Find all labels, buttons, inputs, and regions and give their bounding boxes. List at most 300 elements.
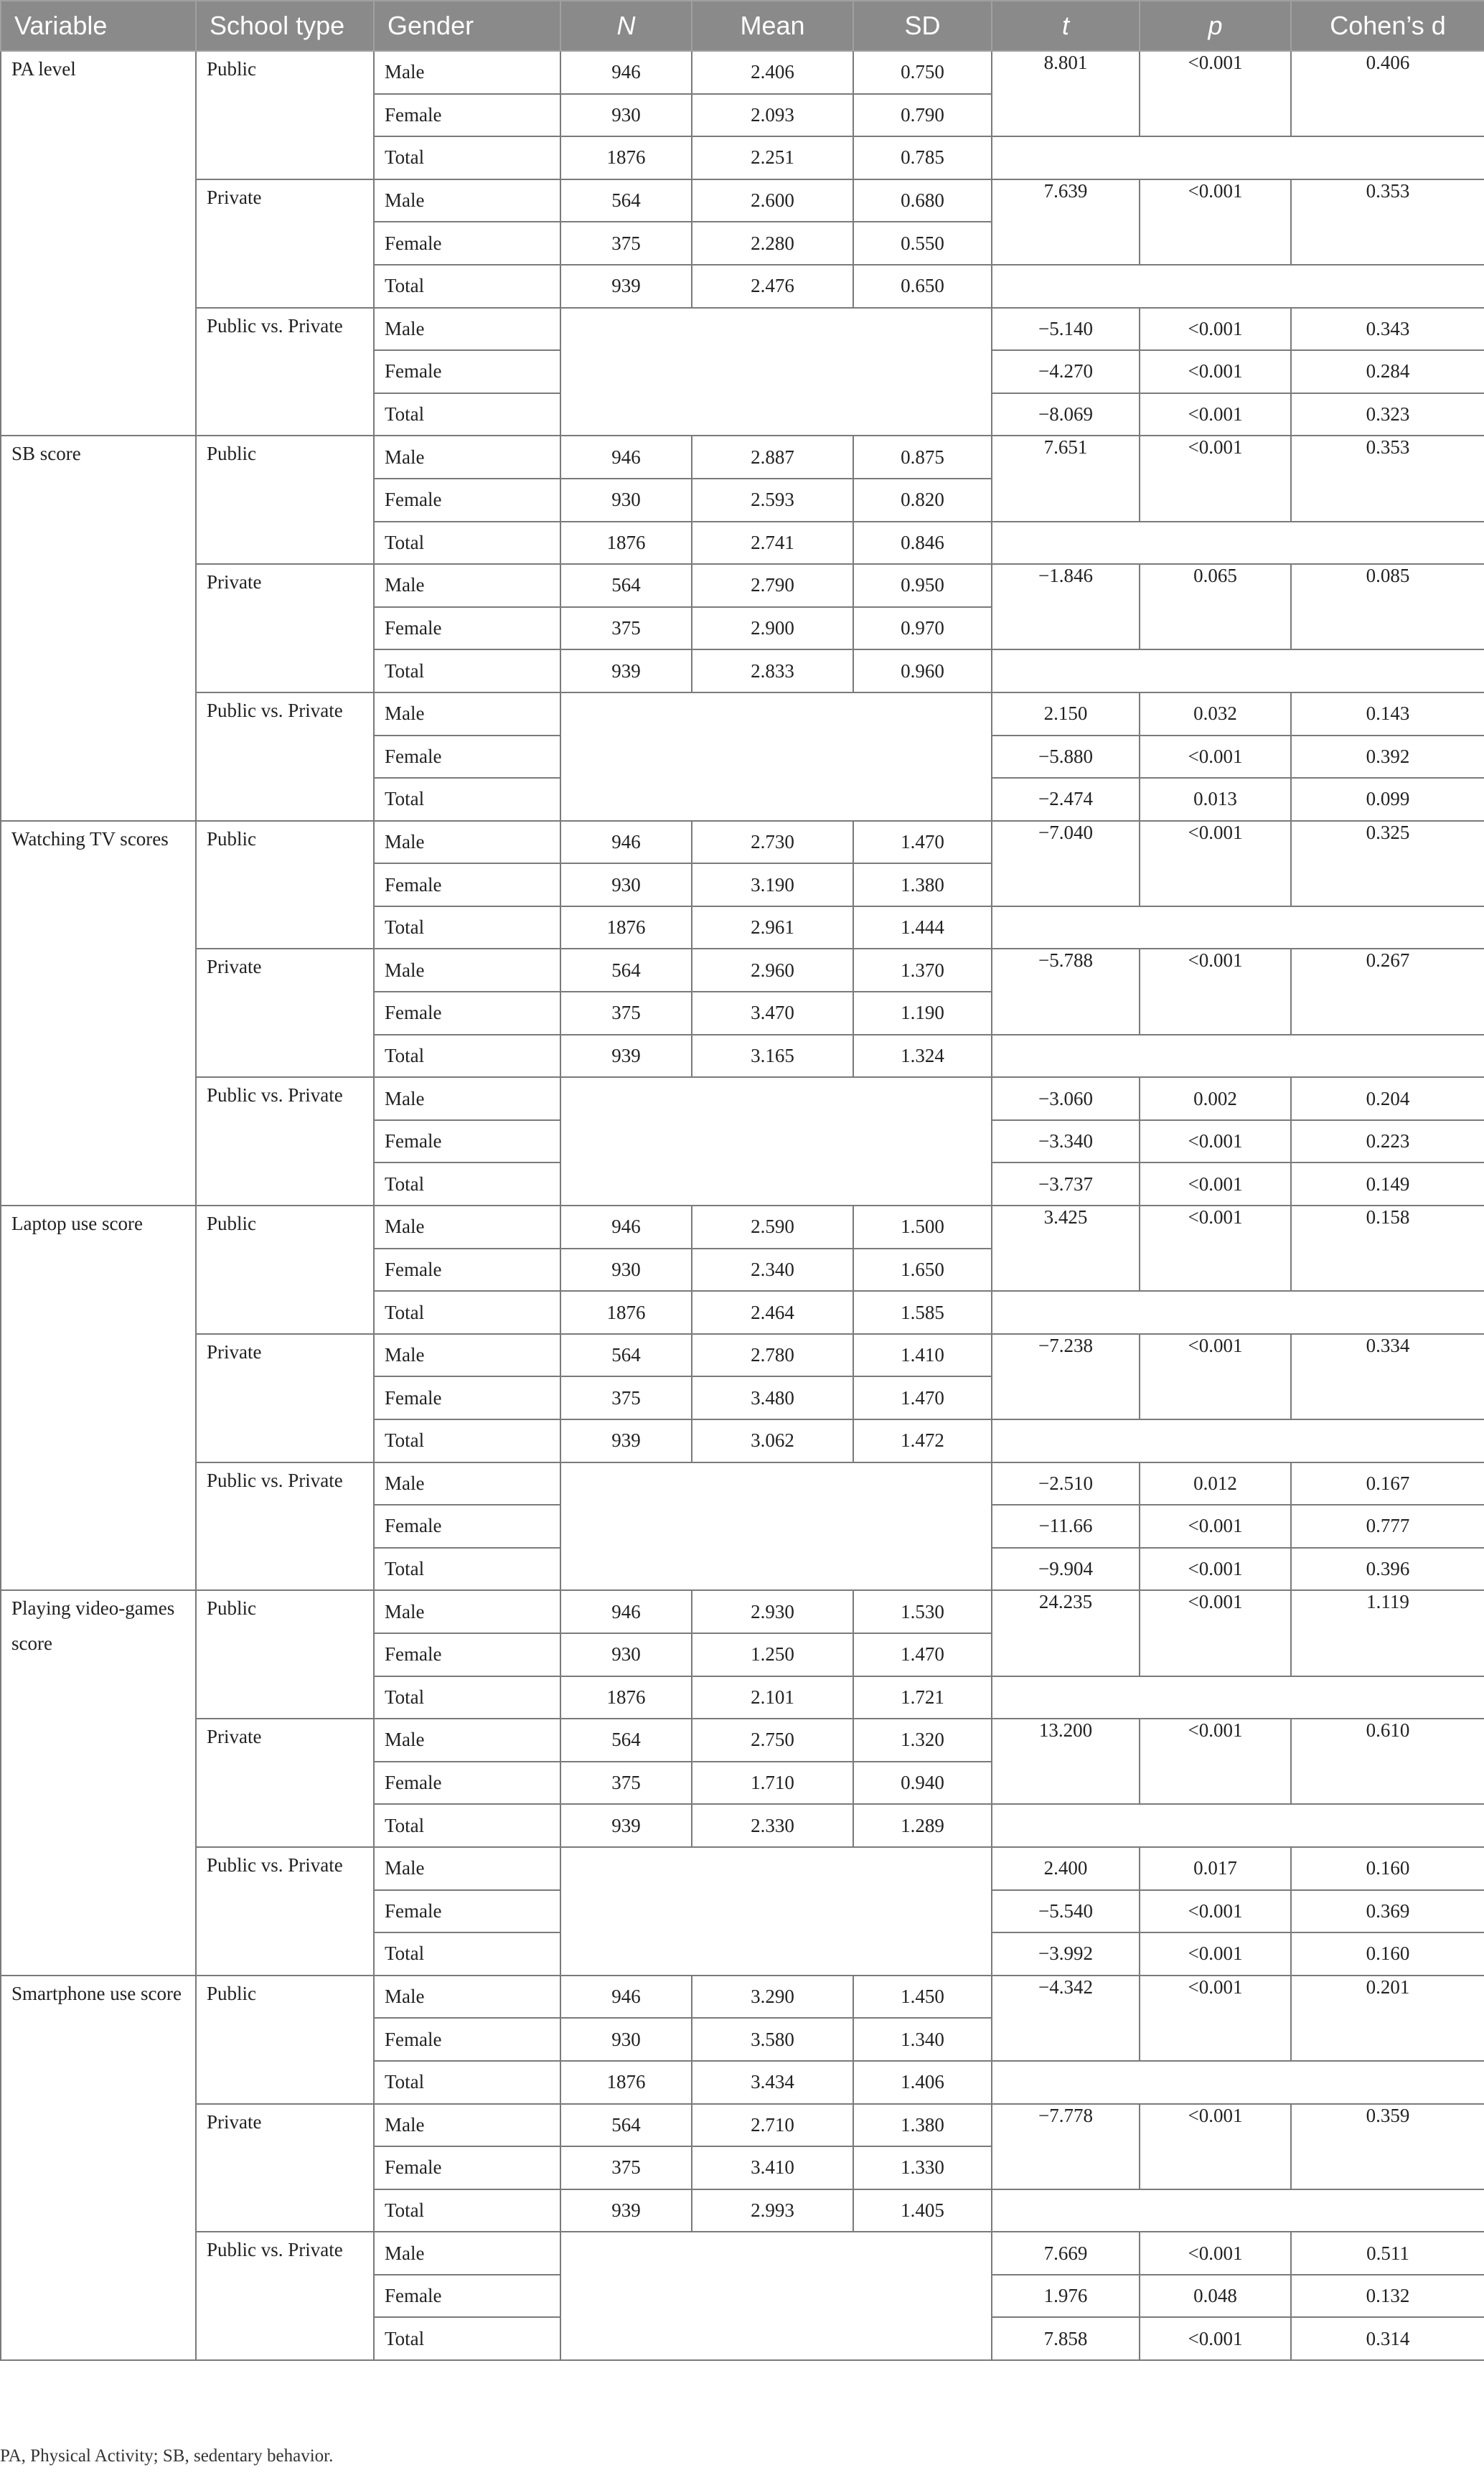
sd-value: 0.680 <box>853 179 992 222</box>
header-n: N <box>560 1 692 51</box>
sd-value: 0.650 <box>853 265 992 308</box>
school-type: Public vs. Private <box>196 1462 374 1591</box>
table-row <box>1 1847 1484 1890</box>
sd-value: 1.410 <box>853 1334 992 1377</box>
n-value: 1876 <box>560 1676 692 1719</box>
cohens-d-value: 0.406 <box>1291 51 1484 136</box>
t-value: −4.270 <box>992 350 1140 393</box>
mean-value: 2.993 <box>692 2189 853 2232</box>
cohens-d-value: 0.132 <box>1291 2275 1484 2318</box>
gender: Male <box>374 949 560 992</box>
school-type: Public vs. Private <box>196 2232 374 2360</box>
p-value: <0.001 <box>1140 1334 1291 1419</box>
table-row <box>1 821 1484 864</box>
mean-value: 2.406 <box>692 51 853 94</box>
cohens-d-value: 0.143 <box>1291 692 1484 736</box>
p-value: <0.001 <box>1140 1976 1291 2061</box>
t-value: 7.651 <box>992 436 1140 521</box>
sd-value: 1.470 <box>853 1376 992 1419</box>
mean-value: 3.470 <box>692 992 853 1035</box>
mean-value: 2.101 <box>692 1676 853 1719</box>
cohens-d-value: 0.267 <box>1291 949 1484 1034</box>
gender: Female <box>374 863 560 906</box>
empty-descriptive-cell <box>560 1462 992 1591</box>
sd-value: 1.320 <box>853 1719 992 1762</box>
school-type: Private <box>196 949 374 1077</box>
empty-descriptive-cell <box>560 692 992 821</box>
gender: Male <box>374 1719 560 1762</box>
t-value: −11.66 <box>992 1505 1140 1548</box>
mean-value: 3.290 <box>692 1976 853 2019</box>
t-value: 3.425 <box>992 1206 1140 1291</box>
n-value: 564 <box>560 2104 692 2147</box>
p-value: <0.001 <box>1140 1206 1291 1291</box>
t-value: −3.060 <box>992 1077 1140 1120</box>
cohens-d-value: 0.284 <box>1291 350 1484 393</box>
cohens-d-value: 0.099 <box>1291 778 1484 821</box>
gender: Male <box>374 2232 560 2275</box>
p-value: 0.048 <box>1140 2275 1291 2318</box>
gender: Male <box>374 51 560 94</box>
empty-stat-cell <box>992 1035 1484 1078</box>
sd-value: 0.970 <box>853 607 992 650</box>
cohens-d-value: 0.369 <box>1291 1890 1484 1933</box>
t-value: −2.474 <box>992 778 1140 821</box>
mean-value: 2.780 <box>692 1334 853 1377</box>
mean-value: 2.900 <box>692 607 853 650</box>
school-type: Private <box>196 1334 374 1462</box>
cohens-d-value: 0.149 <box>1291 1162 1484 1206</box>
n-value: 939 <box>560 1419 692 1462</box>
mean-value: 2.590 <box>692 1206 853 1249</box>
t-value: 24.235 <box>992 1590 1140 1676</box>
n-value: 930 <box>560 863 692 906</box>
sd-value: 0.846 <box>853 522 992 565</box>
gender: Male <box>374 179 560 222</box>
mean-value: 2.741 <box>692 522 853 565</box>
gender: Male <box>374 692 560 736</box>
variable-name: Playing video-games score <box>1 1590 196 1975</box>
t-value: −3.340 <box>992 1120 1140 1163</box>
empty-descriptive-cell <box>560 1847 992 1976</box>
t-value: −5.788 <box>992 949 1140 1034</box>
mean-value: 2.730 <box>692 821 853 864</box>
mean-value: 2.340 <box>692 1249 853 1292</box>
n-value: 946 <box>560 821 692 864</box>
p-value: <0.001 <box>1140 1890 1291 1933</box>
cohens-d-value: 0.334 <box>1291 1334 1484 1419</box>
gender: Female <box>374 1890 560 1933</box>
sd-value: 1.530 <box>853 1590 992 1633</box>
gender: Female <box>374 607 560 650</box>
gender: Total <box>374 1548 560 1591</box>
mean-value: 2.961 <box>692 906 853 949</box>
gender: Total <box>374 649 560 692</box>
n-value: 939 <box>560 1804 692 1847</box>
table-row <box>1 1462 1484 1506</box>
n-value: 375 <box>560 1762 692 1805</box>
t-value: 7.669 <box>992 2232 1140 2275</box>
mean-value: 3.165 <box>692 1035 853 1078</box>
school-type: Public <box>196 1590 374 1719</box>
p-value: <0.001 <box>1140 436 1291 521</box>
gender: Male <box>374 436 560 479</box>
t-value: 8.801 <box>992 51 1140 136</box>
t-value: −3.737 <box>992 1162 1140 1206</box>
empty-stat-cell <box>992 1291 1484 1334</box>
sd-value: 1.289 <box>853 1804 992 1847</box>
t-value: −5.880 <box>992 736 1140 779</box>
gender: Female <box>374 1505 560 1548</box>
cohens-d-value: 0.396 <box>1291 1548 1484 1591</box>
gender: Female <box>374 479 560 522</box>
p-value: <0.001 <box>1140 2232 1291 2275</box>
p-value: <0.001 <box>1140 736 1291 779</box>
sd-value: 1.444 <box>853 906 992 949</box>
p-value: <0.001 <box>1140 393 1291 436</box>
gender: Female <box>374 350 560 393</box>
gender: Male <box>374 1590 560 1633</box>
table-row <box>1 2232 1484 2275</box>
mean-value: 2.593 <box>692 479 853 522</box>
mean-value: 1.710 <box>692 1762 853 1805</box>
sd-value: 1.380 <box>853 863 992 906</box>
gender: Male <box>374 2104 560 2147</box>
cohens-d-value: 0.201 <box>1291 1976 1484 2061</box>
n-value: 930 <box>560 1633 692 1676</box>
empty-stat-cell <box>992 1804 1484 1847</box>
sd-value: 1.500 <box>853 1206 992 1249</box>
cohens-d-value: 0.314 <box>1291 2317 1484 2360</box>
mean-value: 2.476 <box>692 265 853 308</box>
header-row <box>1 1 1484 51</box>
sd-value: 1.324 <box>853 1035 992 1078</box>
sd-value: 1.470 <box>853 1633 992 1676</box>
sd-value: 0.950 <box>853 564 992 607</box>
cohens-d-value: 0.323 <box>1291 393 1484 436</box>
mean-value: 2.093 <box>692 94 853 137</box>
mean-value: 2.464 <box>692 1291 853 1334</box>
table-row <box>1 1719 1484 1762</box>
school-type: Public <box>196 436 374 564</box>
n-value: 375 <box>560 222 692 265</box>
variable-name: Watching TV scores <box>1 821 196 1206</box>
t-value: −4.342 <box>992 1976 1140 2061</box>
gender: Female <box>374 1120 560 1163</box>
gender: Total <box>374 1676 560 1719</box>
header-cohens-d <box>1291 1 1484 51</box>
t-value: 7.858 <box>992 2317 1140 2360</box>
gender: Female <box>374 736 560 779</box>
mean-value: 3.190 <box>692 863 853 906</box>
p-value: <0.001 <box>1140 1932 1291 1976</box>
cohens-d-value: 1.119 <box>1291 1590 1484 1676</box>
sd-value: 0.940 <box>853 1762 992 1805</box>
gender: Total <box>374 1419 560 1462</box>
p-value: 0.002 <box>1140 1077 1291 1120</box>
n-value: 1876 <box>560 906 692 949</box>
gender: Total <box>374 1804 560 1847</box>
variable-name: Smartphone use score <box>1 1976 196 2360</box>
school-type: Public <box>196 821 374 949</box>
sd-value: 1.190 <box>853 992 992 1035</box>
n-value: 564 <box>560 1334 692 1377</box>
school-type: Private <box>196 2104 374 2232</box>
p-value: <0.001 <box>1140 1162 1291 1206</box>
mean-value: 3.580 <box>692 2018 853 2061</box>
table-row <box>1 1077 1484 1120</box>
n-value: 930 <box>560 94 692 137</box>
gender: Total <box>374 522 560 565</box>
p-value: <0.001 <box>1140 350 1291 393</box>
table-row <box>1 1334 1484 1377</box>
sd-value: 1.370 <box>853 949 992 992</box>
gender: Female <box>374 992 560 1035</box>
p-value: <0.001 <box>1140 179 1291 265</box>
sd-value: 1.330 <box>853 2146 992 2189</box>
n-value: 946 <box>560 436 692 479</box>
gender: Total <box>374 1035 560 1078</box>
school-type: Public vs. Private <box>196 692 374 821</box>
mean-value: 3.062 <box>692 1419 853 1462</box>
p-value: 0.065 <box>1140 564 1291 649</box>
header-variable: Variable <box>1 1 196 51</box>
n-value: 946 <box>560 1590 692 1633</box>
school-type: Public vs. Private <box>196 308 374 436</box>
sd-value: 0.550 <box>853 222 992 265</box>
school-type: Public <box>196 1976 374 2104</box>
school-type: Public <box>196 51 374 179</box>
empty-stat-cell <box>992 522 1484 565</box>
p-value: 0.032 <box>1140 692 1291 736</box>
cohens-d-value: 0.223 <box>1291 1120 1484 1163</box>
p-value: <0.001 <box>1140 2104 1291 2189</box>
sd-value: 1.585 <box>853 1291 992 1334</box>
t-value: −7.778 <box>992 2104 1140 2189</box>
gender: Female <box>374 1633 560 1676</box>
table-row <box>1 51 1484 94</box>
empty-stat-cell <box>992 1419 1484 1462</box>
n-value: 930 <box>560 2018 692 2061</box>
table-footnote: PA, Physical Activity; SB, sedentary behavior. <box>0 2446 334 2466</box>
gender: Total <box>374 778 560 821</box>
n-value: 939 <box>560 265 692 308</box>
table-row <box>1 1206 1484 1249</box>
p-value: <0.001 <box>1140 308 1291 351</box>
table-row <box>1 308 1484 351</box>
gender: Total <box>374 136 560 179</box>
header-gender: Gender <box>374 1 560 51</box>
sd-value: 1.380 <box>853 2104 992 2147</box>
n-value: 564 <box>560 179 692 222</box>
sd-value: 1.650 <box>853 1249 992 1292</box>
p-value: <0.001 <box>1140 1505 1291 1548</box>
n-value: 375 <box>560 992 692 1035</box>
gender: Female <box>374 2018 560 2061</box>
mean-value: 2.600 <box>692 179 853 222</box>
empty-descriptive-cell <box>560 1077 992 1206</box>
empty-stat-cell <box>992 1676 1484 1719</box>
n-value: 946 <box>560 1206 692 1249</box>
cohens-d-value: 0.392 <box>1291 736 1484 779</box>
table-row <box>1 2104 1484 2147</box>
p-value: <0.001 <box>1140 1548 1291 1591</box>
sd-value: 1.450 <box>853 1976 992 2019</box>
n-value: 939 <box>560 1035 692 1078</box>
p-value: <0.001 <box>1140 51 1291 136</box>
n-value: 939 <box>560 2189 692 2232</box>
gender: Total <box>374 2061 560 2104</box>
empty-descriptive-cell <box>560 2232 992 2360</box>
header-school-type: School type <box>196 1 374 51</box>
gender: Total <box>374 265 560 308</box>
gender: Male <box>374 564 560 607</box>
school-type: Public vs. Private <box>196 1847 374 1976</box>
table-row <box>1 179 1484 222</box>
school-type: Public <box>196 1206 374 1334</box>
n-value: 375 <box>560 1376 692 1419</box>
cohens-d-value: 0.610 <box>1291 1719 1484 1804</box>
cohens-d-value: 0.359 <box>1291 2104 1484 2189</box>
cohens-d-value: 0.325 <box>1291 821 1484 906</box>
gender: Male <box>374 1976 560 2019</box>
sd-value: 0.785 <box>853 136 992 179</box>
sd-value: 1.405 <box>853 2189 992 2232</box>
sd-value: 0.875 <box>853 436 992 479</box>
sd-value: 1.470 <box>853 821 992 864</box>
mean-value: 1.250 <box>692 1633 853 1676</box>
t-value: −1.846 <box>992 564 1140 649</box>
empty-stat-cell <box>992 136 1484 179</box>
n-value: 1876 <box>560 1291 692 1334</box>
t-value: 2.400 <box>992 1847 1140 1890</box>
table-row <box>1 564 1484 607</box>
t-value: −7.238 <box>992 1334 1140 1419</box>
gender: Male <box>374 821 560 864</box>
gender: Total <box>374 1291 560 1334</box>
t-value: −3.992 <box>992 1932 1140 1976</box>
mean-value: 3.434 <box>692 2061 853 2104</box>
cohens-d-value: 0.204 <box>1291 1077 1484 1120</box>
sd-value: 0.750 <box>853 51 992 94</box>
sd-value: 0.960 <box>853 649 992 692</box>
n-value: 375 <box>560 2146 692 2189</box>
p-value: <0.001 <box>1140 1120 1291 1163</box>
p-value: <0.001 <box>1140 949 1291 1034</box>
n-value: 1876 <box>560 136 692 179</box>
t-value: 2.150 <box>992 692 1140 736</box>
mean-value: 2.833 <box>692 649 853 692</box>
empty-stat-cell <box>992 2061 1484 2104</box>
mean-value: 2.251 <box>692 136 853 179</box>
gender: Male <box>374 1206 560 1249</box>
cohens-d-value: 0.158 <box>1291 1206 1484 1291</box>
mean-value: 2.330 <box>692 1804 853 1847</box>
t-value: 1.976 <box>992 2275 1140 2318</box>
n-value: 1876 <box>560 2061 692 2104</box>
n-value: 1876 <box>560 522 692 565</box>
t-value: −5.140 <box>992 308 1140 351</box>
gender: Total <box>374 2317 560 2360</box>
cohens-d-value: 0.511 <box>1291 2232 1484 2275</box>
cohens-d-value: 0.353 <box>1291 436 1484 521</box>
empty-stat-cell <box>992 906 1484 949</box>
n-value: 930 <box>560 1249 692 1292</box>
cohens-d-value: 0.160 <box>1291 1932 1484 1976</box>
n-value: 946 <box>560 51 692 94</box>
header-mean: Mean <box>692 1 853 51</box>
p-value: 0.017 <box>1140 1847 1291 1890</box>
mean-value: 3.480 <box>692 1376 853 1419</box>
gender: Male <box>374 1462 560 1506</box>
cohens-d-value: 0.777 <box>1291 1505 1484 1548</box>
gender: Total <box>374 1162 560 1206</box>
p-value: 0.012 <box>1140 1462 1291 1506</box>
mean-value: 3.410 <box>692 2146 853 2189</box>
variable-name: Laptop use score <box>1 1206 196 1590</box>
cohens-d-value: 0.353 <box>1291 179 1484 265</box>
cohens-d-value: 0.343 <box>1291 308 1484 351</box>
n-value: 564 <box>560 564 692 607</box>
gender: Total <box>374 2189 560 2232</box>
t-value: 7.639 <box>992 179 1140 265</box>
t-value: −9.904 <box>992 1548 1140 1591</box>
mean-value: 2.930 <box>692 1590 853 1633</box>
school-type: Private <box>196 179 374 308</box>
t-value: −7.040 <box>992 821 1140 906</box>
gender: Female <box>374 94 560 137</box>
n-value: 930 <box>560 479 692 522</box>
table-row <box>1 1976 1484 2019</box>
gender: Male <box>374 308 560 351</box>
n-value: 564 <box>560 949 692 992</box>
gender: Male <box>374 1847 560 1890</box>
header-p: p <box>1140 1 1291 51</box>
mean-value: 2.790 <box>692 564 853 607</box>
gender: Female <box>374 1249 560 1292</box>
gender: Total <box>374 393 560 436</box>
p-value: <0.001 <box>1140 2317 1291 2360</box>
header-sd: SD <box>853 1 992 51</box>
p-value: <0.001 <box>1140 1590 1291 1676</box>
empty-stat-cell <box>992 649 1484 692</box>
mean-value: 2.887 <box>692 436 853 479</box>
cohens-d-value: 0.085 <box>1291 564 1484 649</box>
gender: Female <box>374 2275 560 2318</box>
p-value: 0.013 <box>1140 778 1291 821</box>
cohens-d-value: 0.160 <box>1291 1847 1484 1890</box>
sd-value: 0.790 <box>853 94 992 137</box>
gender: Male <box>374 1334 560 1377</box>
table-row <box>1 1590 1484 1633</box>
t-value: −8.069 <box>992 393 1140 436</box>
gender: Female <box>374 1376 560 1419</box>
variable-name: SB score <box>1 436 196 820</box>
school-type: Private <box>196 1719 374 1847</box>
mean-value: 2.280 <box>692 222 853 265</box>
variable-name: PA level <box>1 51 196 436</box>
t-value: −5.540 <box>992 1890 1140 1933</box>
table-header <box>1 1 1484 51</box>
p-value: <0.001 <box>1140 821 1291 906</box>
mean-value: 2.750 <box>692 1719 853 1762</box>
sd-value: 0.820 <box>853 479 992 522</box>
table-row <box>1 436 1484 479</box>
table-body <box>1 51 1484 2360</box>
gender: Female <box>374 222 560 265</box>
empty-stat-cell <box>992 2189 1484 2232</box>
sd-value: 1.340 <box>853 2018 992 2061</box>
